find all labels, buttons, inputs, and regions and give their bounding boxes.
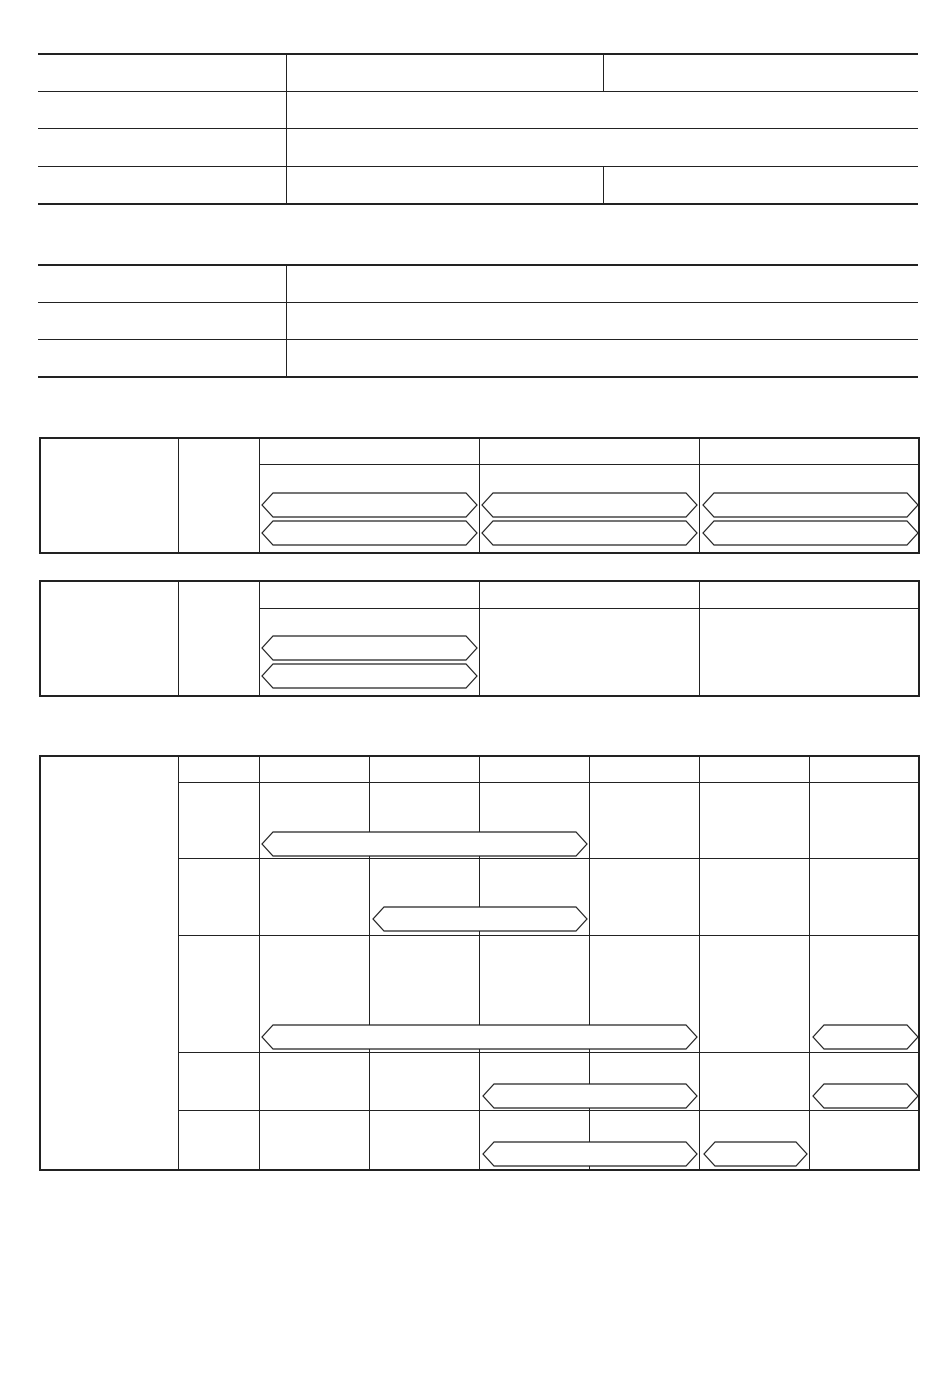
schedule-bar [262, 1025, 697, 1049]
schedule-bar [483, 1142, 697, 1166]
schedule-bar [813, 1025, 918, 1049]
schedule-bar [704, 1142, 807, 1166]
schedule-bar [262, 832, 587, 856]
schedule-bar [813, 1084, 918, 1108]
schedule-bar [483, 1084, 697, 1108]
schedule-bar [373, 907, 587, 931]
